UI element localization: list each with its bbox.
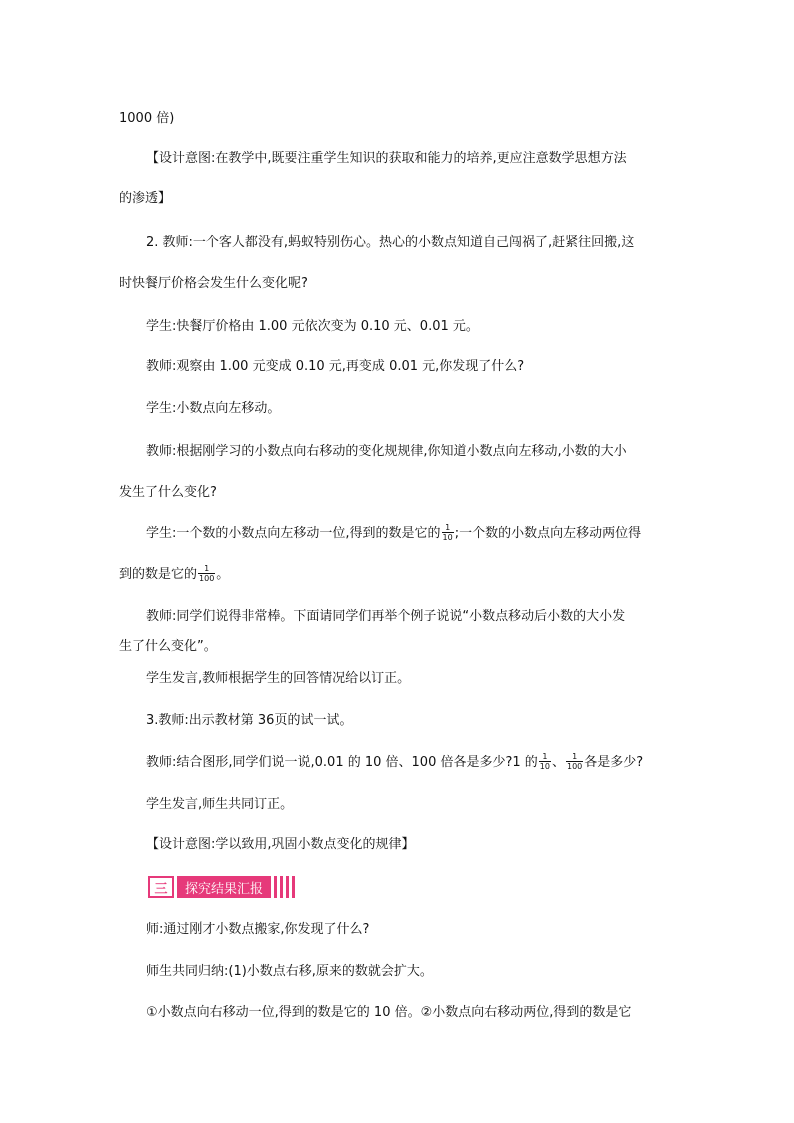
fraction-one-hundredth (198, 564, 215, 583)
section-title: 探究结果汇报 (177, 876, 271, 898)
text-line: 学生发言,师生共同订正。 (146, 797, 294, 812)
fraction-denominator: 100 (199, 574, 215, 583)
text-line: 学生:小数点向左移动。 (146, 401, 281, 416)
fraction-numerator: 1 (198, 564, 215, 574)
text-line: 教师:观察由 1.00 元变成 0.10 元,再变成 0.01 元,你发现了什么? (146, 359, 525, 374)
text-line: 2. 教师:一个客人都没有,蚂蚁特别伤心。热心的小数点知道自己闯祸了,赶紧往回搬,这 (146, 235, 635, 250)
text-line: 的渗透】 (119, 191, 172, 206)
fraction-one-tenth (539, 752, 551, 771)
fraction-numerator: 1 (442, 523, 454, 533)
text-line (146, 524, 641, 543)
fraction-denominator: 10 (539, 762, 550, 771)
text-segment: 。 (216, 567, 230, 582)
text-segment: 学生:一个数的小数点向左移动一位,得到的数是它的 (146, 526, 441, 541)
fraction-numerator: 1 (539, 752, 551, 762)
text-line: 教师:根据刚学习的小数点向右移动的变化规规律,你知道小数点向左移动,小数的大小 (146, 444, 627, 459)
text-line: 学生:快餐厅价格由 1.00 元依次变为 0.10 元、0.01 元。 (146, 319, 479, 334)
section-header (148, 876, 298, 898)
section-number: 三 (148, 876, 174, 898)
text-line: 3.教师:出示教材第 36页的试一试。 (146, 713, 353, 728)
text-line: 教师:同学们说得非常棒。下面请同学们再举个例子说说“小数点移动后小数的大小发 (146, 609, 626, 624)
fraction-one-hundredth (566, 752, 583, 771)
text-segment: 、 (551, 755, 565, 770)
text-line (119, 565, 229, 584)
text-line: ①小数点向右移动一位,得到的数是它的 10 倍。②小数点向右移动两位,得到的数是它 (146, 1005, 632, 1020)
text-line (146, 753, 643, 772)
text-line: 时快餐厅价格会发生什么变化呢? (119, 276, 308, 291)
text-segment: 到的数是它的 (119, 567, 198, 582)
text-segment: 各是多少? (584, 755, 644, 770)
fraction-denominator: 100 (566, 762, 583, 771)
text-line: 1000 倍) (119, 111, 175, 126)
text-line: 生了什么变化”。 (119, 639, 217, 654)
text-line: 师:通过刚才小数点搬家,你发现了什么? (146, 922, 370, 937)
text-segment: ;一个数的小数点向左移动两位得 (454, 526, 642, 541)
text-line: 发生了什么变化? (119, 485, 217, 500)
section-stripes-decoration (274, 876, 298, 898)
design-intent-note: 【设计意图:学以致用,巩固小数点变化的规律】 (146, 837, 415, 852)
fraction-one-tenth (442, 523, 454, 542)
fraction-denominator: 10 (442, 533, 453, 542)
text-line: 师生共同归纳:(1)小数点右移,原来的数就会扩大。 (146, 964, 433, 979)
design-intent-note: 【设计意图:在教学中,既要注重学生知识的获取和能力的培养,更应注意数学思想方法 (146, 151, 627, 166)
text-segment: 教师:结合图形,同学们说一说,0.01 的 10 倍、100 倍各是多少?1 的 (146, 755, 538, 770)
fraction-numerator: 1 (566, 752, 583, 762)
text-line: 学生发言,教师根据学生的回答情况给以订正。 (146, 671, 411, 686)
